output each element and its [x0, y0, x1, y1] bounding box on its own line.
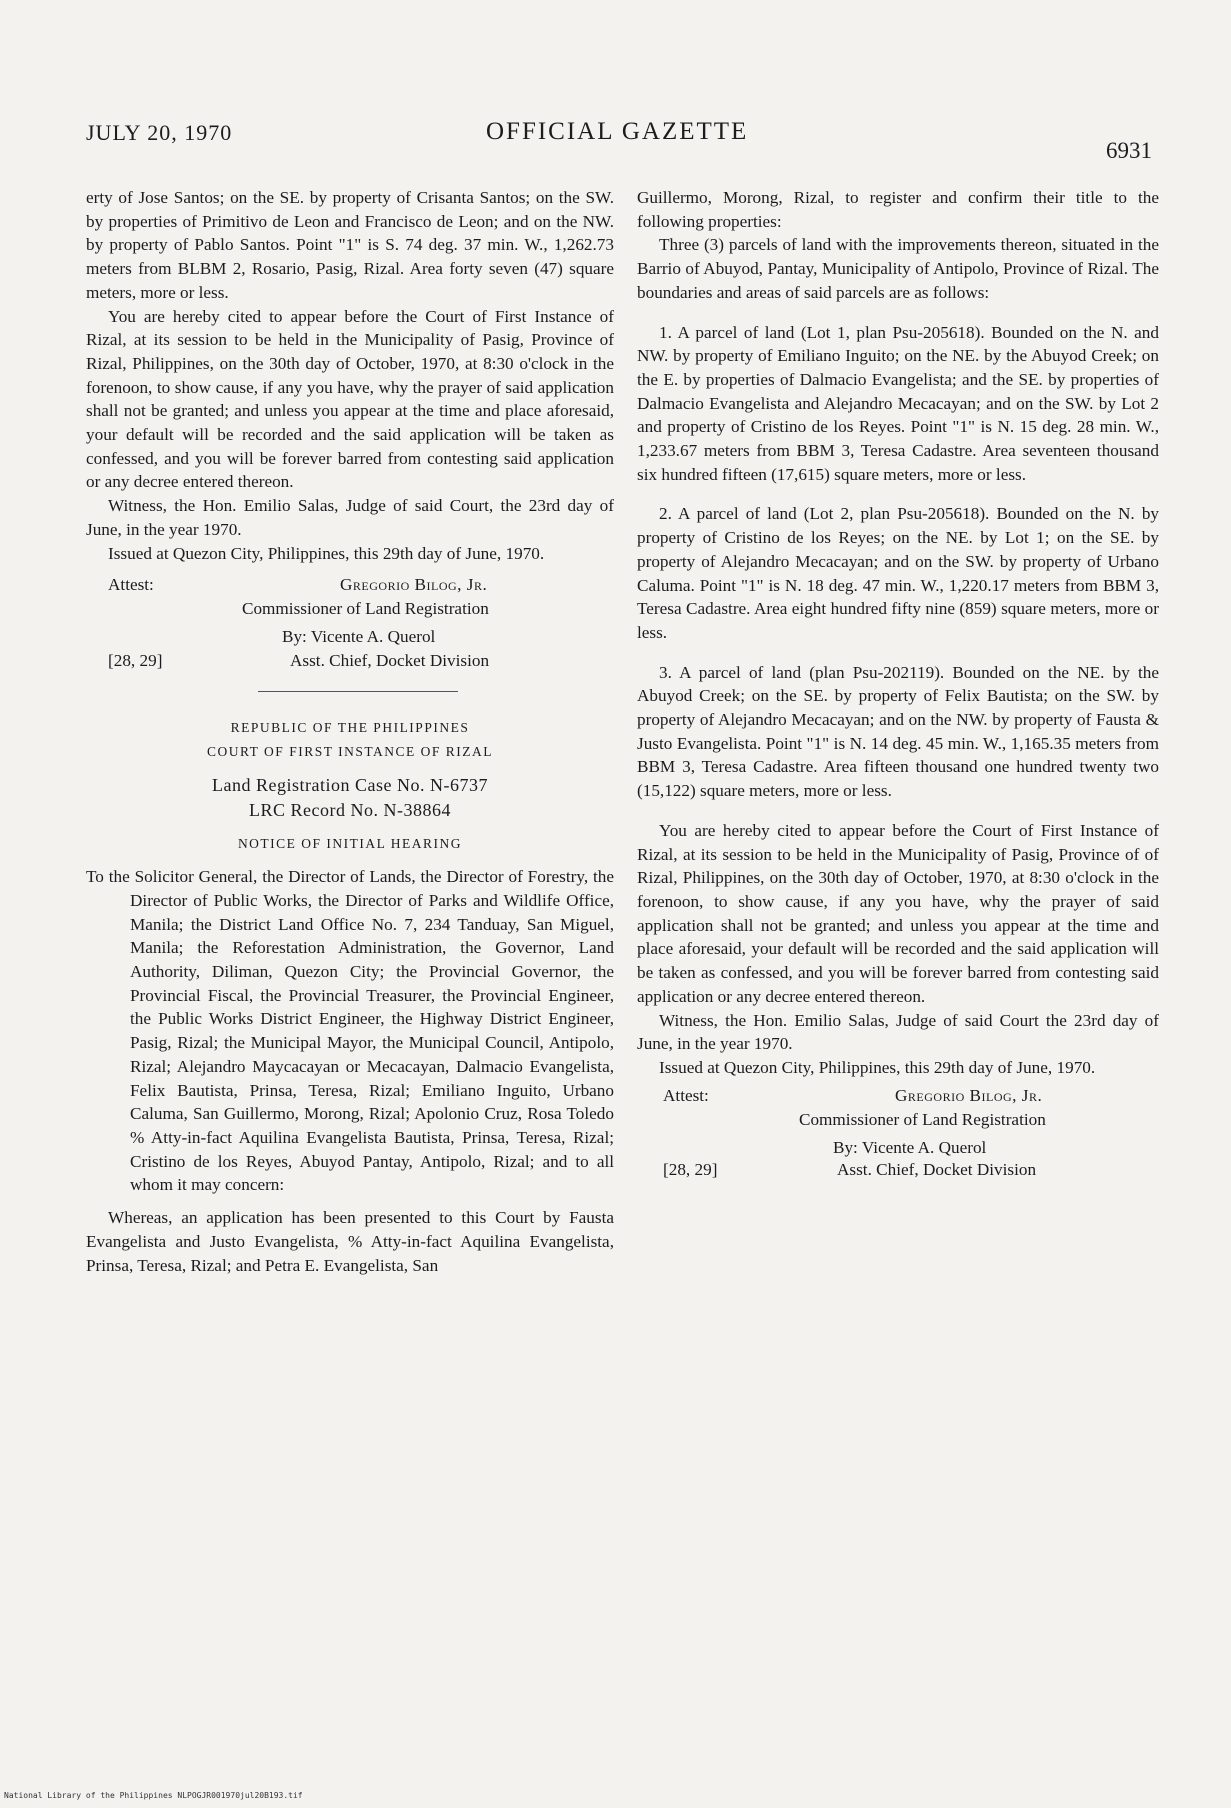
- page-number: 6931: [1106, 138, 1152, 163]
- issue-reference: [28, 29]: [108, 651, 163, 671]
- signatory-title: Commissioner of Land Registration: [799, 1109, 1046, 1129]
- scan-footer: National Library of the Philippines NLPOGJR001970jul20B193.tif: [4, 1791, 303, 1800]
- paragraph: Three (3) parcels of land with the improvements thereon, situated in the Barrio of Abuyod, Pantay, Municipality of Antipolo, Province of Rizal. The boundaries and areas of said parcels are as follows:: [637, 235, 1159, 302]
- attest-label: Attest:: [663, 1085, 709, 1105]
- left-column: [86, 186, 614, 1277]
- record-number: LRC Record No. N-38864: [249, 800, 451, 821]
- paragraph: You are hereby cited to appear before the Court of First Instance of Rizal, at its session to be held in the Municipality of Pasig, Province of of Rizal, Philippines, on the 30th day of October, 1970, at 8:30 o'clock in the forenoon, to show cause, if any you have, why the prayer of said application shall not be granted; and unless you appear at the time and place aforesaid, your default will be recorded and the said application will be taken as confessed, and you will be forever barred from contesting said application or any decree entered thereon.: [637, 820, 1159, 1006]
- addressees: To the Solicitor General, the Director of Lands, the Director of Forestry, the Director of Public Works, the Director of Parks and Wildlife Office, Manila; the District Land Office No. 7, 234 Tanduay, San Miguel, Manila; the Reforestation Administration, the Governor, Land Authority, Diliman, Quezon City; the Provincial Governor, the Provincial Fiscal, the Provincial Treasurer, the Provincial Engineer, the Public Works District Engineer, the Highway District Engineer, Pasig, Rizal; the Municipal Mayor, the Municipal Council, Antipolo, Rizal; Alejandro Maycacayan or Mecacayan, Dalmacio Evangelista, Felix Bautista, Prinsa, Teresa, Rizal; Emiliano Inguito, Urbano Caluma, San Guillermo, Morong, Rizal; Apolonio Cruz, Rosa Toledo % Atty-in-fact Aquilina Evangelista Bautista, Prinsa, Teresa, Rizal; Cristino de los Reyes, Abuyod Pantay, Antipolo, Rizal; and to all whom it may concern:: [86, 867, 614, 1195]
- case-number: Land Registration Case No. N-6737: [212, 775, 488, 796]
- paragraph: Witness, the Hon. Emilio Salas, Judge of said Court the 23rd day of June, in the year 1970.: [637, 1010, 1159, 1054]
- paragraph: Guillermo, Morong, Rizal, to register and confirm their title to the following properties:: [637, 188, 1159, 231]
- parcel-3: 3. A parcel of land (plan Psu-202119). Bounded on the NE. by the Abuyod Creek; on the SE. by property of Felix Bautista; on the SW. by property of Alejandro Mecacayan; and on the NW. by property of Fausta & Justo Evangelista. Point "1" is N. 14 deg. 45 min. W., 1,165.35 meters from BBM 3, Teresa Cadastre. Area fifteen thousand one hundred twenty two (15,122) square meters, more or less.: [637, 662, 1159, 801]
- attest-label: Attest:: [108, 575, 154, 595]
- court-heading: COURT OF FIRST INSTANCE OF RIZAL: [206, 744, 494, 760]
- parcel-2: 2. A parcel of land (Lot 2, plan Psu-205618). Bounded on the N. by property of Cristino de los Reyes; on the NE. by Lot 1; on the SE. by property of Alejandro Mecacayan; and on the SW. by property of Urbano Caluma. Point "1" is N. 18 deg. 47 min. W., 1,220.17 meters from BBM 3, Teresa Cadastre. Area eight hundred fifty nine (859) square meters, more or less.: [637, 504, 1159, 642]
- signature-block: [86, 573, 614, 671]
- right-column: [637, 186, 1159, 1179]
- section-divider: [258, 691, 458, 692]
- signatory-name: Gregorio Bilog, Jr.: [340, 575, 488, 595]
- republic-heading: REPUBLIC OF THE PHILIPPINES: [230, 720, 470, 736]
- paragraph: Issued at Quezon City, Philippines, this 29th day of June, 1970.: [108, 543, 545, 563]
- whereas-paragraph: Whereas, an application has been presented to this Court by Fausta Evangelista and Justo Evangelista, % Atty-in-fact Aquilina Evangelista, Prinsa, Teresa, Rizal; and Petra E. Evangelista, San: [86, 1208, 614, 1275]
- issue-reference: [28, 29]: [663, 1159, 718, 1179]
- publication-title: OFFICIAL GAZETTE: [486, 118, 749, 145]
- signatory-by: By: Vicente A. Querol: [282, 627, 436, 647]
- page-header: [86, 118, 1152, 163]
- signatory-position: Asst. Chief, Docket Division: [290, 651, 490, 671]
- paragraph: erty of Jose Santos; on the SE. by property of Crisanta Santos; on the SW. by properties of Primitivo de Leon and Francisco de Leon; and on the NW. by property of Pablo Santos. Point "1" is S. 74 deg. 37 min. W., 1,262.73 meters from BLBM 2, Rosario, Pasig, Rizal. Area forty seven (47) square meters, more or less.: [86, 188, 614, 302]
- signatory-by: By: Vicente A. Querol: [833, 1137, 987, 1157]
- paragraph: Witness, the Hon. Emilio Salas, Judge of said Court, the 23rd day of June, in the year 1970.: [86, 496, 614, 539]
- paragraph: You are hereby cited to appear before the Court of First Instance of Rizal, at its session to be held in the Municipality of Pasig, Province of Rizal, Philippines, on the 30th day of October, 1970, at 8:30 o'clock in the forenoon, to show cause, if any you have, why the prayer of said application shall not be granted; and unless you appear at the time and place aforesaid, your default will be recorded and the said application will be taken as confessed, and you will be forever barred from contesting said application or any decree entered thereon.: [86, 306, 614, 492]
- signatory-name: Gregorio Bilog, Jr.: [895, 1085, 1043, 1105]
- issue-date: JULY 20, 1970: [86, 120, 233, 145]
- notice-heading: NOTICE OF INITIAL HEARING: [237, 836, 463, 852]
- signatory-title: Commissioner of Land Registration: [242, 599, 489, 619]
- signature-block: [637, 1084, 1159, 1179]
- parcel-1: 1. A parcel of land (Lot 1, plan Psu-205618). Bounded on the N. and NW. by property of Emiliano Inguito; on the NE. by the Abuyod Creek; on the E. by properties of Dalmacio Evangelista; and the SE. by properties of Dalmacio Evangelista and Alejandro Mecacayan; and on the SW. by Lot 2 and property of Cristino de los Reyes. Point "1" is N. 15 deg. 28 min. W., 1,233.67 meters from BBM 3, Teresa Cadastre. Area seventeen thousand six hundred fifteen (17,615) square meters, more or less.: [637, 322, 1159, 484]
- paragraph: Issued at Quezon City, Philippines, this 29th day of June, 1970.: [659, 1057, 1096, 1077]
- signatory-position: Asst. Chief, Docket Division: [837, 1159, 1037, 1179]
